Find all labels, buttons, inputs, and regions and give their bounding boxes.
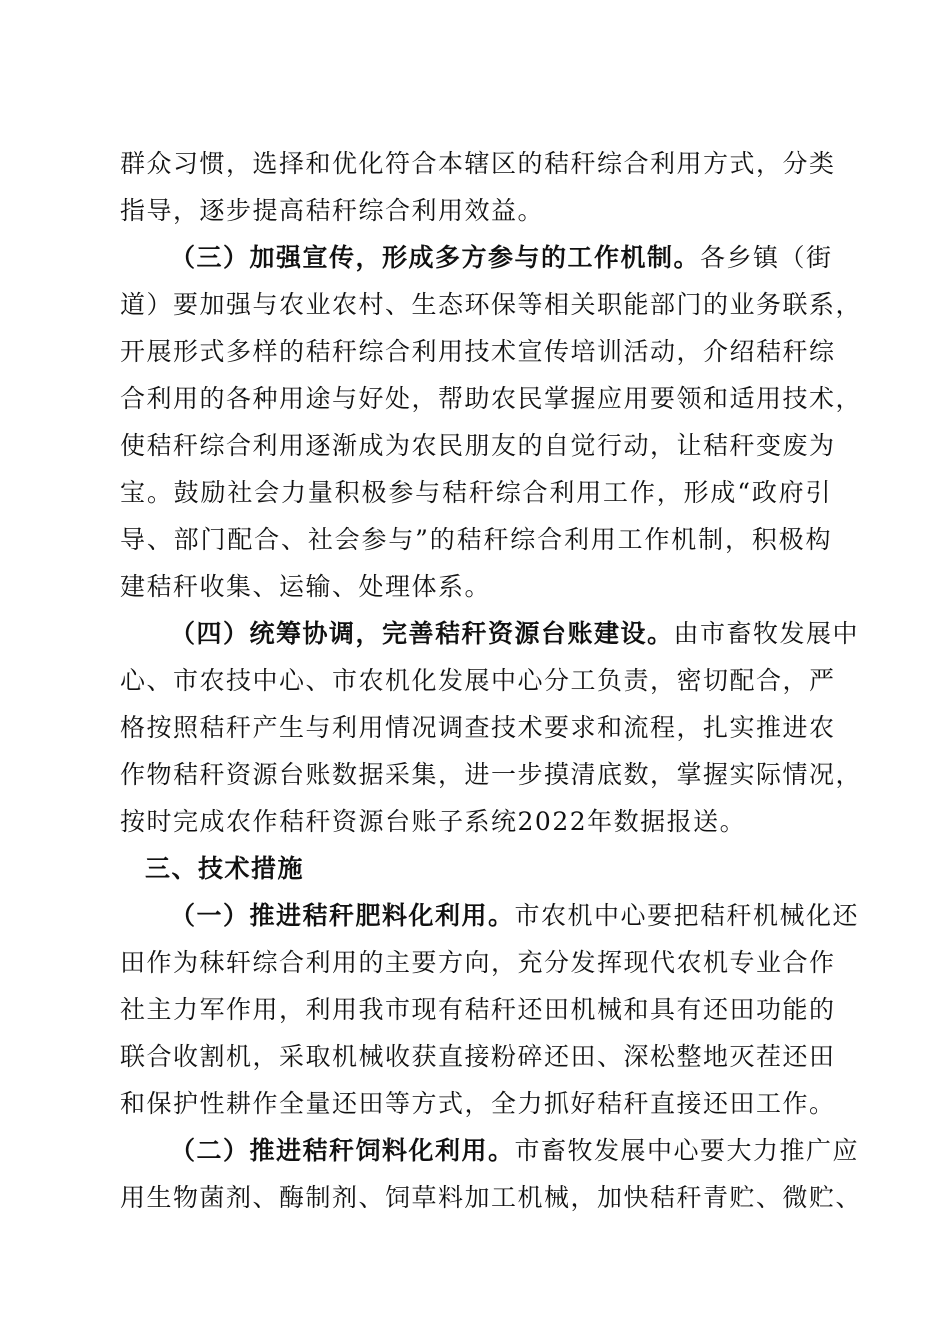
body-line: 用生物菌剂、酶制剂、饲草料加工机械，加快秸秆青贮、微贮、 bbox=[120, 1183, 863, 1212]
body-line: 格按照秸秆产生与利用情况调查技术要求和流程，扎实推进农 bbox=[120, 713, 836, 742]
body-line: 田作为秣轩综合利用的主要方向，充分发挥现代农机专业合作 bbox=[120, 948, 836, 977]
section-heading: 三、技术措施 bbox=[145, 854, 305, 883]
body-line: 道）要加强与农业农村、生态环保等相关职能部门的业务联系， bbox=[120, 290, 863, 319]
body-line: 指导，逐步提高秸秆综合利用效益。 bbox=[120, 196, 545, 225]
paragraph-heading-4 bbox=[170, 614, 860, 654]
body-line: 合利用的各种用途与好处，帮助农民掌握应用要领和适用技术， bbox=[120, 384, 863, 413]
body-line: 按时完成农作秸秆资源台账子系统2022年数据报送。 bbox=[120, 807, 747, 836]
paragraph-lead-text: 市畜牧发展中心要大力推广应 bbox=[514, 1136, 860, 1165]
body-line: 开展形式多样的秸秆综合利用技术宣传培训活动，介绍秸秆综 bbox=[120, 337, 836, 366]
paragraph-lead-bold: （一）推进秸秆肥料化利用。 bbox=[170, 901, 515, 930]
body-line: 和保护性耕作全量还田等方式，全力抓好秸秆直接还田工作。 bbox=[120, 1089, 836, 1118]
paragraph-lead-bold: （四）统筹协调，完善秸秆资源台账建设。 bbox=[170, 619, 674, 648]
body-line: 社主力军作用，利用我市现有秸秆还田机械和具有还田功能的 bbox=[120, 995, 836, 1024]
body-line: 心、市农技中心、市农机化发展中心分工负责，密切配合，严 bbox=[120, 666, 836, 695]
paragraph-lead-bold: （二）推进秸秆饲料化利用。 bbox=[170, 1136, 515, 1165]
tech-heading-1 bbox=[170, 896, 860, 936]
tech-heading-2 bbox=[170, 1131, 860, 1171]
paragraph-lead-text: 各乡镇（街 bbox=[700, 243, 833, 272]
body-line: 群众习惯，选择和优化符合本辖区的秸秆综合利用方式，分类 bbox=[120, 149, 836, 178]
body-line: 使秸秆综合利用逐渐成为农民朋友的自觉行动，让秸秆变废为 bbox=[120, 431, 836, 460]
paragraph-lead-text: 市农机中心要把秸秆机械化还 bbox=[514, 901, 860, 930]
body-line: 建秸秆收集、运输、处理体系。 bbox=[120, 572, 492, 601]
body-line: 联合收割机，采取机械收获直接粉碎还田、深松整地灭茬还田 bbox=[120, 1042, 836, 1071]
paragraph-heading-3 bbox=[170, 238, 832, 278]
body-line: 作物秸秆资源台账数据采集，进一步摸清底数，掌握实际情况， bbox=[120, 760, 863, 789]
paragraph-lead-text: 由市畜牧发展中 bbox=[673, 619, 860, 648]
body-line: 宝。鼓励社会力量积极参与秸秆综合利用工作，形成“政府引 bbox=[120, 478, 832, 507]
body-line: 导、部门配合、社会参与”的秸秆综合利用工作机制，积极构 bbox=[120, 525, 832, 554]
paragraph-lead-bold: （三）加强宣传，形成多方参与的工作机制。 bbox=[170, 243, 701, 272]
